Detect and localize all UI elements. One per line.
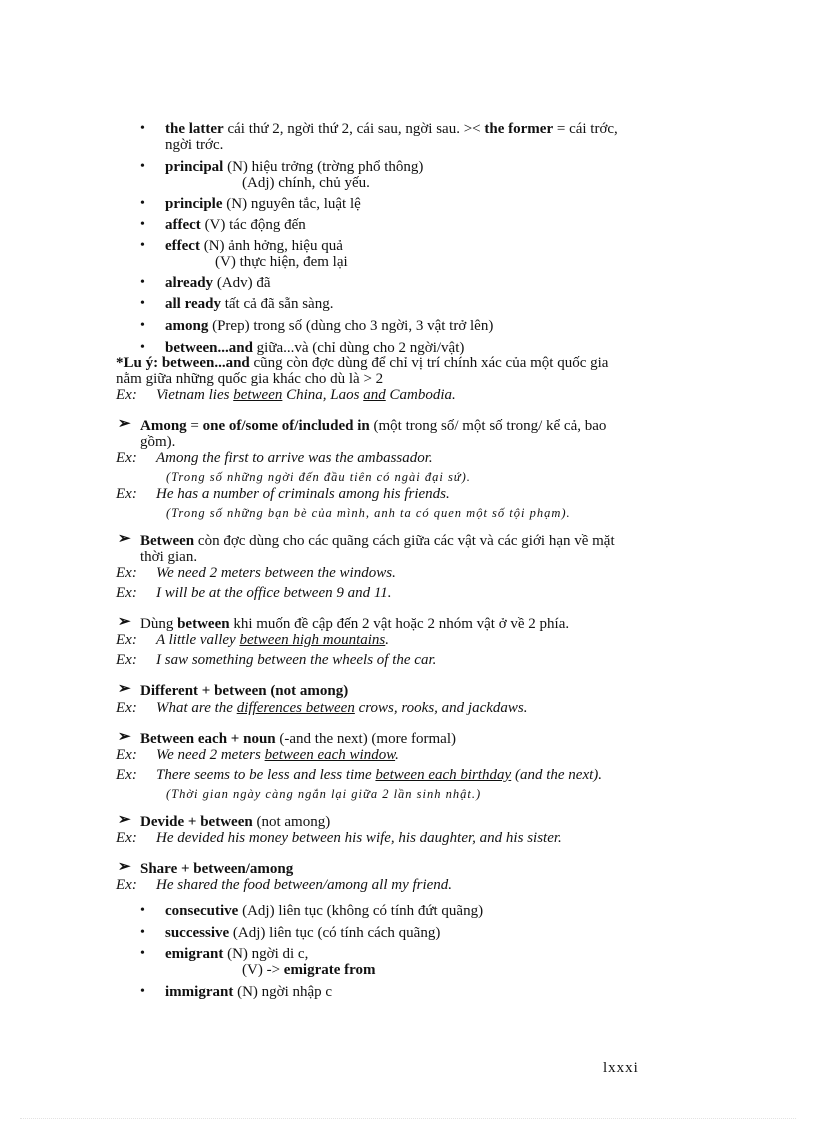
bullet-icon: • xyxy=(140,984,145,999)
example-line: Ex: We need 2 meters between the windows. xyxy=(116,565,396,581)
section-heading: Different + between (not among) xyxy=(140,683,349,699)
arrow-bullet-icon: ➢ xyxy=(118,681,131,697)
example-line: Ex: A little valley between high mountains. xyxy=(116,632,390,648)
list-item: effect (N) ảnh hởng, hiệu quả xyxy=(165,238,343,254)
list-item: principal (N) hiệu trởng (trờng phổ thông) xyxy=(165,159,424,175)
list-item: already (Adv) đã xyxy=(165,275,271,291)
section-heading: Between còn đợc dùng cho các quãng cách giữa các vật và các giới hạn về mặt xyxy=(140,533,615,549)
example-line: Ex: I saw something between the wheels of the car. xyxy=(116,652,437,668)
example-line: Ex: What are the differences between crows, rooks, and jackdaws. xyxy=(116,700,528,716)
bullet-icon: • xyxy=(140,946,145,961)
bullet-icon: • xyxy=(140,340,145,355)
bullet-icon: • xyxy=(140,238,145,253)
arrow-bullet-icon: ➢ xyxy=(118,416,131,432)
list-item: emigrant (N) ngời di c, xyxy=(165,946,309,962)
translation-line: (Trong số những ngời đến đầu tiên có ngài đại sứ). xyxy=(166,470,471,484)
bullet-icon: • xyxy=(140,159,145,174)
bullet-icon: • xyxy=(140,217,145,232)
bullet-icon: • xyxy=(140,903,145,918)
list-item-continuation: ngời trớc. xyxy=(165,137,224,153)
section-heading-continuation: gồm). xyxy=(140,434,176,450)
bullet-icon: • xyxy=(140,925,145,940)
section-heading: Share + between/among xyxy=(140,861,294,877)
bullet-icon: • xyxy=(140,196,145,211)
arrow-bullet-icon: ➢ xyxy=(118,531,131,547)
page-number: lxxxi xyxy=(603,1060,639,1076)
list-item: the latter cái thứ 2, ngời thứ 2, cái sau, ngời sau. >< the former = cái trớc, xyxy=(165,121,618,137)
list-item: all ready tất cả đã sẵn sàng. xyxy=(165,296,334,312)
section-heading: Between each + noun (-and the next) (more formal) xyxy=(140,731,456,747)
example-line: Ex: I will be at the office between 9 and 11. xyxy=(116,585,392,601)
example-line: Ex: Among the first to arrive was the ambassador. xyxy=(116,450,433,466)
list-item: principle (N) nguyên tắc, luật lệ xyxy=(165,196,361,212)
example-line: Ex: Vietnam lies between China, Laos and Cambodia. xyxy=(116,387,456,403)
section-heading: Among = one of/some of/included in (một trong số/ một số trong/ kể cả, bao xyxy=(140,418,607,434)
bullet-icon: • xyxy=(140,318,145,333)
bullet-icon: • xyxy=(140,296,145,311)
arrow-bullet-icon: ➢ xyxy=(118,812,131,828)
list-item-continuation: (V) -> emigrate from xyxy=(242,962,376,978)
list-item: between...and giữa...và (chỉ dùng cho 2 ngời/vật) xyxy=(165,340,465,356)
list-item: immigrant (N) ngời nhập c xyxy=(165,984,333,1000)
example-line: Ex: He shared the food between/among all my friend. xyxy=(116,877,453,893)
section-heading: Devide + between (not among) xyxy=(140,814,331,830)
arrow-bullet-icon: ➢ xyxy=(118,614,131,630)
section-heading-continuation: thời gian. xyxy=(140,549,198,565)
translation-line: (Thời gian ngày càng ngắn lại giữa 2 lần sinh nhật.) xyxy=(166,787,482,801)
list-item: successive (Adj) liên tục (có tính cách quãng) xyxy=(165,925,441,941)
list-item-continuation: (Adj) chính, chủ yếu. xyxy=(242,175,370,191)
translation-line: (Trong số những bạn bè của mình, anh ta có quen một số tội phạm). xyxy=(166,506,571,520)
list-item-continuation: (V) thực hiện, đem lại xyxy=(215,254,348,270)
arrow-bullet-icon: ➢ xyxy=(118,859,131,875)
section-heading: Dùng between khi muốn đề cập đến 2 vật hoặc 2 nhóm vật ở về 2 phía. xyxy=(140,616,570,632)
list-item: affect (V) tác động đến xyxy=(165,217,306,233)
bullet-icon: • xyxy=(140,275,145,290)
example-line: Ex: He has a number of criminals among his friends. xyxy=(116,486,450,502)
page-edge-divider xyxy=(20,1118,796,1119)
example-line: Ex: There seems to be less and less time between each birthday (and the next). xyxy=(116,767,603,783)
list-item: among (Prep) trong số (dùng cho 3 ngời, 3 vật trở lên) xyxy=(165,318,494,334)
bullet-icon: • xyxy=(140,121,145,136)
note-line: *Lu ý: between...and cũng còn đợc dùng để chỉ vị trí chính xác của một quốc gia xyxy=(116,355,609,371)
example-line: Ex: He devided his money between his wife, his daughter, and his sister. xyxy=(116,830,562,846)
list-item: consecutive (Adj) liên tục (không có tính đứt quãng) xyxy=(165,903,484,919)
note-line: nằm giữa những quốc gia khác cho dù là > 2 xyxy=(116,371,384,387)
arrow-bullet-icon: ➢ xyxy=(118,729,131,745)
example-line: Ex: We need 2 meters between each window. xyxy=(116,747,399,763)
